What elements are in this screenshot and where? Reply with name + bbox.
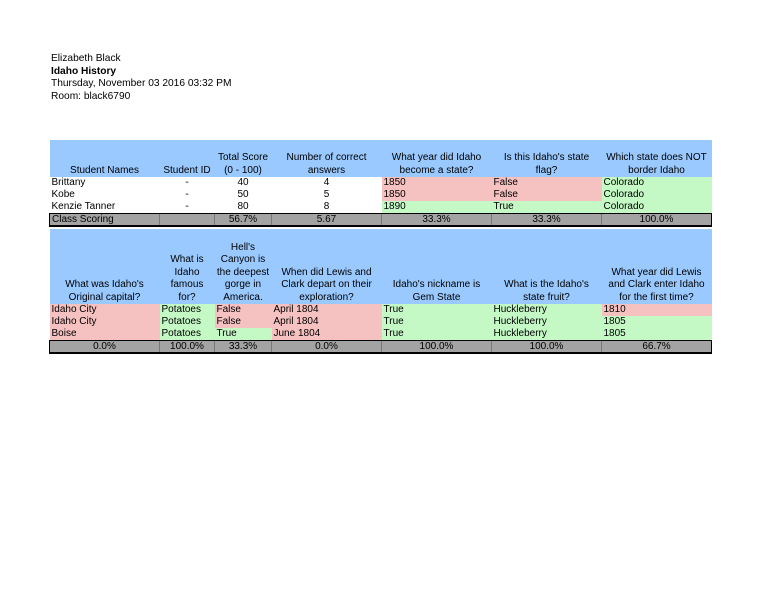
- answer-cell: False: [215, 316, 272, 328]
- answer-cell: Huckleberry: [492, 328, 602, 341]
- results-table-1: [49, 140, 712, 227]
- table-row: [50, 304, 712, 316]
- column-header: What year did Idaho become a state?: [382, 140, 492, 177]
- cell: Brittany: [51, 177, 86, 188]
- table-header-row: [50, 140, 712, 177]
- scoring-cell: 56.7%: [215, 214, 272, 227]
- answer-cell: False: [492, 189, 602, 201]
- answer-cell: 1810: [602, 304, 712, 316]
- cell: 4: [323, 177, 330, 188]
- answer-cell: June 1804: [272, 328, 382, 341]
- table-header-row: [50, 229, 712, 304]
- answer-cell: Colorado: [602, 189, 712, 201]
- class-scoring-row: [50, 341, 712, 354]
- table-row: [50, 316, 712, 328]
- report-header: [51, 53, 231, 103]
- column-header: What was Idaho's Original capital?: [50, 229, 160, 304]
- cell: 5: [323, 189, 330, 200]
- table-row: [50, 189, 712, 201]
- scoring-cell: 100.0%: [382, 341, 492, 354]
- answer-cell: True: [492, 201, 602, 214]
- answer-cell: 1890: [382, 201, 492, 214]
- scoring-cell: 0.0%: [50, 341, 160, 354]
- class-scoring-row: [50, 214, 712, 227]
- report-title: Idaho History: [51, 65, 117, 77]
- answer-cell: April 1804: [272, 316, 382, 328]
- scoring-cell: 33.3%: [382, 214, 492, 227]
- column-header: Idaho's nickname is Gem State: [382, 229, 492, 304]
- column-header: Which state does NOT border Idaho: [602, 140, 712, 177]
- answer-cell: Potatoes: [160, 304, 215, 316]
- scoring-cell: 100.0%: [602, 214, 712, 227]
- cell: 40: [237, 177, 249, 188]
- room-label: Room: black6790: [51, 90, 131, 102]
- table-row: [50, 201, 712, 214]
- column-header: Number of correct answers: [272, 140, 382, 177]
- answer-cell: Colorado: [602, 201, 712, 214]
- column-header: Student ID: [160, 140, 215, 177]
- table-row: [50, 328, 712, 341]
- answer-cell: 1805: [602, 316, 712, 328]
- answer-cell: Huckleberry: [492, 304, 602, 316]
- cell: Kobe: [51, 189, 75, 200]
- answer-cell: 1850: [382, 177, 492, 189]
- answer-cell: True: [215, 328, 272, 341]
- column-header: What is Idaho famous for?: [160, 229, 215, 304]
- cell: 80: [237, 201, 249, 212]
- answer-cell: Boise: [50, 328, 160, 341]
- answer-cell: True: [382, 316, 492, 328]
- student-name: Elizabeth Black: [51, 53, 121, 64]
- answer-cell: Colorado: [602, 177, 712, 189]
- scoring-cell: 0.0%: [272, 341, 382, 354]
- answer-cell: Idaho City: [50, 316, 160, 328]
- scoring-cell: 5.67: [272, 214, 382, 227]
- scoring-cell: [160, 214, 215, 227]
- scoring-cell: 100.0%: [492, 341, 602, 354]
- cell: Kenzie Tanner: [51, 201, 116, 212]
- answer-cell: 1805: [602, 328, 712, 341]
- cell: 50: [237, 189, 249, 200]
- scoring-cell: 33.3%: [215, 341, 272, 354]
- column-header: What is the Idaho's state fruit?: [492, 229, 602, 304]
- column-header: Total Score (0 - 100): [215, 140, 272, 177]
- column-header: What year did Lewis and Clark enter Idaho for the first time?: [602, 229, 712, 304]
- table-row: [50, 177, 712, 189]
- answer-cell: Potatoes: [160, 316, 215, 328]
- results-table-2: [49, 229, 712, 354]
- column-header: When did Lewis and Clark depart on their exploration?: [272, 229, 382, 304]
- cell: -: [185, 189, 189, 200]
- cell: -: [185, 177, 189, 188]
- column-header: Is this Idaho's state flag?: [492, 140, 602, 177]
- scoring-cell: 33.3%: [492, 214, 602, 227]
- cell: 8: [323, 201, 330, 212]
- answer-cell: False: [215, 304, 272, 316]
- scoring-cell: 66.7%: [602, 341, 712, 354]
- answer-cell: True: [382, 304, 492, 316]
- report-datetime: Thursday, November 03 2016 03:32 PM: [51, 78, 232, 89]
- answer-cell: Potatoes: [160, 328, 215, 341]
- column-header: Student Names: [50, 140, 160, 177]
- scoring-label: Class Scoring: [50, 214, 160, 227]
- answer-cell: April 1804: [272, 304, 382, 316]
- answer-cell: True: [382, 328, 492, 341]
- answer-cell: 1850: [382, 189, 492, 201]
- scoring-cell: 100.0%: [160, 341, 215, 354]
- cell: -: [185, 201, 189, 212]
- answer-cell: Huckleberry: [492, 316, 602, 328]
- answer-cell: False: [492, 177, 602, 189]
- column-header: Hell's Canyon is the deepest gorge in America.: [215, 229, 272, 304]
- answer-cell: Idaho City: [50, 304, 160, 316]
